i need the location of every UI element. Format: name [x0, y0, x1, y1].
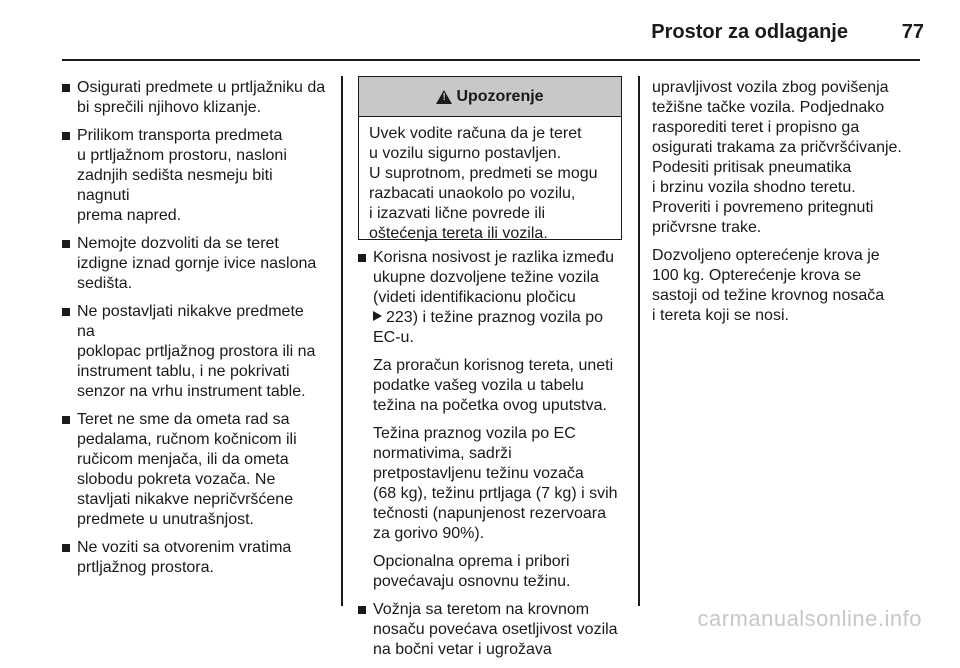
bullet-square-icon — [62, 84, 70, 92]
warning-text: Uvek vodite računa da je teret u vozilu sigurno postavljen. U suprotnom, predmeti se mogu razbacati unaokolo po vozilu, i izazvati lične povrede ili oštećenja tereta ili vozila. — [369, 125, 598, 242]
sub-paragraph: Opcionalna oprema i pribori povećavaju osnovnu težinu. — [373, 553, 571, 590]
list-item: Korisna nosivost je razlika između ukupne dozvoljene težine vozila (videti identifikacionu pločicu 223) i težine praznog vozila po EC-u. — [358, 248, 622, 348]
bullet-square-icon — [358, 606, 366, 614]
list-item: Ne voziti sa otvorenim vratima prtljažnog prostora. — [62, 538, 326, 578]
warning-title: Upozorenje — [456, 87, 544, 105]
bullet-square-icon — [62, 544, 70, 552]
bullet-square-icon — [62, 240, 70, 248]
page-reference-icon[interactable] — [373, 311, 382, 321]
column-2 — [358, 248, 622, 668]
list-item: Osigurati predmete u prtljažniku da bi sprečili njihovo klizanje. — [62, 78, 326, 118]
sub-paragraph: Težina praznog vozila po EC normativima, sadrži pretpostavljenu težinu vozača (68 kg), težinu prtljaga (7 kg) i svih tečnosti (napunjenost rezervoara za gorivo 90%). — [373, 425, 618, 542]
bullet-square-icon — [62, 416, 70, 424]
bullet-square-icon — [358, 254, 366, 262]
paragraph: Dozvoljeno opterećenje krova je 100 kg. Opterećenje krova se sastoji od težine krovnog nosača i tereta koji se nosi. — [652, 247, 885, 324]
warning-triangle-icon — [436, 90, 452, 104]
page-title: Prostor za odlaganje — [651, 21, 848, 43]
watermark-text: carmanualsonline.info — [697, 606, 922, 631]
header-divider — [62, 59, 920, 61]
list-item: Ne postavljati nikakve predmete na poklopac prtljažnog prostora ili na instrument tablu, i ne pokrivati senzor na vrhu instrument table. — [62, 302, 326, 402]
column-divider-2 — [638, 76, 640, 606]
sub-paragraph: Za proračun korisnog tereta, uneti podatke vašeg vozila u tabelu težina na početka ovog uputstva. — [373, 357, 614, 414]
column-1 — [62, 78, 326, 586]
paragraph: upravljivost vozila zbog povišenja težišne tačke vozila. Podjednako rasporediti teret i propisno ga osigurati trakama za pričvršćivanje. Podesiti pritisak pneumatika i brzinu vozila shodno teretu. Proveriti i povremeno pritegnuti pričvrsne trake. — [652, 79, 902, 236]
list-item: Teret ne sme da ometa rad sa pedalama, ručnom kočnicom ili ručicom menjača, ili da ometa slobodu pokreta vozača. Ne stavljati nikakve nepričvršćene predmete u unutrašnjost. — [62, 410, 326, 530]
column-divider-1 — [341, 76, 343, 606]
list-item: Nemojte dozvoliti da se teret izdigne iznad gornje ivice naslona sedišta. — [62, 234, 326, 294]
column-3 — [652, 78, 922, 334]
list-item: Prilikom transporta predmeta u prtljažnom prostoru, nasloni zadnjih sedišta nesmeju biti nagnuti prema napred. — [62, 126, 326, 226]
bullet-square-icon — [62, 132, 70, 140]
bullet-square-icon — [62, 308, 70, 316]
warning-box — [358, 76, 622, 240]
warning-header — [359, 77, 621, 117]
page-number: 77 — [901, 21, 924, 43]
list-item: Vožnja sa teretom na krovnom nosaču povećava osetljivost vozila na bočni vetar i ugrožava — [358, 600, 622, 660]
